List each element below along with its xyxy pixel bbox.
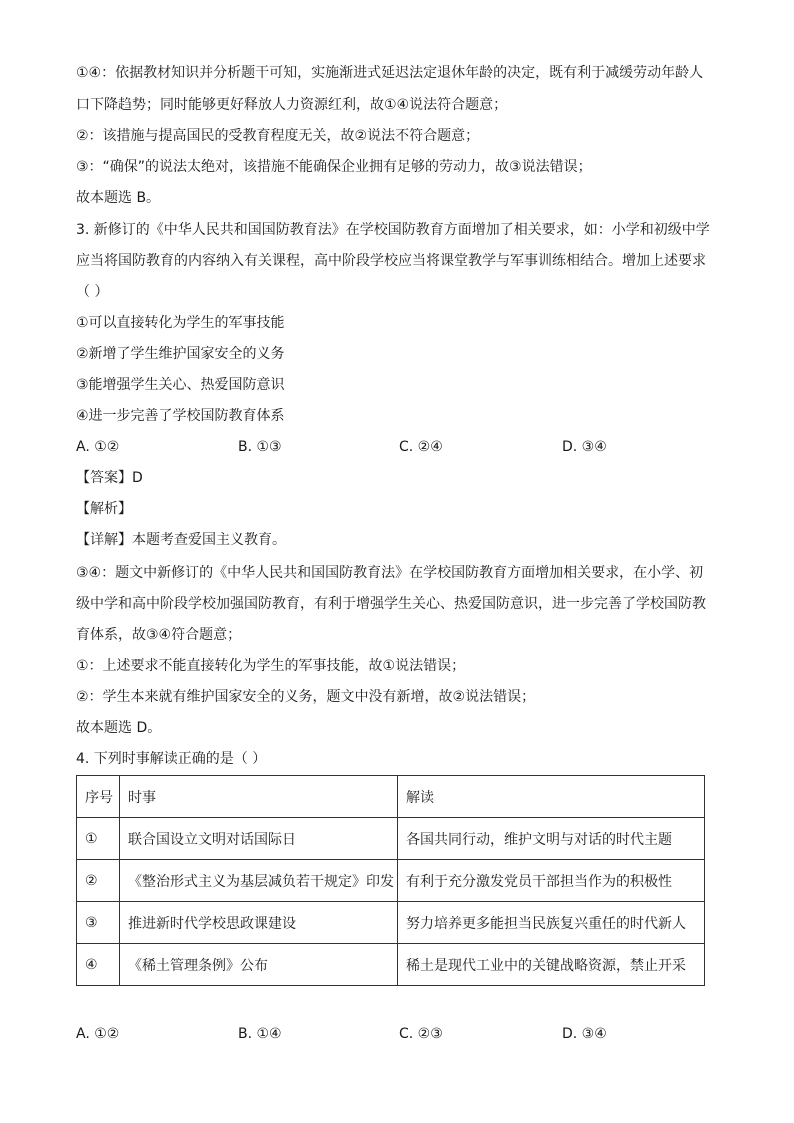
analysis-heading: 【解析】 <box>76 501 132 517</box>
table-row <box>77 818 705 860</box>
table-cell: 《稀土管理条例》公布 <box>120 944 398 986</box>
table-header-cell: 时事 <box>120 776 398 818</box>
table-header-cell: 解读 <box>398 776 705 818</box>
table-row <box>77 902 705 944</box>
table-header-cell: 序号 <box>77 776 120 818</box>
option-b: B. ①④ <box>238 1026 282 1042</box>
conclusion-line: 故本题选 B。 <box>76 190 161 206</box>
analysis-line: 口下降趋势；同时能够更好释放人力资源红利，故①④说法符合题意； <box>76 97 508 113</box>
detail-line: 【详解】本题考查爱国主义教育。 <box>76 532 286 548</box>
option-a: A. ①② <box>76 439 120 455</box>
table-cell: 有利于充分激发党员干部担当作为的积极性 <box>398 860 705 902</box>
table-row <box>77 944 705 986</box>
option-c: C. ②④ <box>399 439 443 455</box>
table-cell: ④ <box>77 944 120 986</box>
explanation-line: 育体系，故③④符合题意； <box>76 627 242 643</box>
analysis-line: ①④：依据教材知识并分析题干可知，实施渐进式延迟法定退休年龄的决定，既有利于减缓劳动年龄人 <box>76 65 704 81</box>
statement-item: ②新增了学生维护国家安全的义务 <box>76 346 285 362</box>
question-stem: 应当将国防教育的内容纳入有关课程，高中阶段学校应当将课堂教学与军事训练相结合。增加上述要求 <box>76 253 706 269</box>
table-cell: ① <box>77 818 120 860</box>
question-stem: 3. 新修订的《中华人民共和国国防教育法》在学校国防教育方面增加了相关要求，如：小学和初级中学 <box>76 222 710 238</box>
conclusion-line: 故本题选 D。 <box>76 720 162 736</box>
table-cell: ③ <box>77 902 120 944</box>
table-row <box>77 860 705 902</box>
table-cell: 努力培养更多能担当民族复兴重任的时代新人 <box>398 902 705 944</box>
option-b: B. ①③ <box>238 439 282 455</box>
explanation-line: ③④：题文中新修订的《中华人民共和国国防教育法》在学校国防教育方面增加相关要求，在小学、初 <box>76 565 704 581</box>
statement-item: ①可以直接转化为学生的军事技能 <box>76 315 285 331</box>
events-table <box>76 775 705 986</box>
analysis-line: ③：“确保”的说法太绝对，该措施不能确保企业拥有足够的劳动力，故③说法错误； <box>76 159 592 175</box>
table-cell: 各国共同行动，维护文明与对话的时代主题 <box>398 818 705 860</box>
table-header-row <box>77 776 705 818</box>
explanation-line: 级中学和高中阶段学校加强国防教育，有利于增强学生关心、热爱国防意识，进一步完善了学校国防教 <box>76 596 706 612</box>
table-cell: ② <box>77 860 120 902</box>
statement-item: ③能增强学生关心、热爱国防意识 <box>76 377 285 393</box>
explanation-line: ①：上述要求不能直接转化为学生的军事技能，故①说法错误； <box>76 658 466 674</box>
question-stem: （ ） <box>76 284 109 300</box>
question-stem: 4. 下列时事解读正确的是（ ） <box>76 751 267 767</box>
option-d: D. ③④ <box>562 1026 607 1042</box>
option-c: C. ②③ <box>399 1026 443 1042</box>
table-cell: 《整治形式主义为基层减负若干规定》印发 <box>120 860 398 902</box>
analysis-line: ②：该措施与提高国民的受教育程度无关，故②说法不符合题意； <box>76 128 480 144</box>
answer-line: 【答案】D <box>76 470 143 486</box>
table-cell: 推进新时代学校思政课建设 <box>120 902 398 944</box>
table-cell: 稀土是现代工业中的关键战略资源，禁止开采 <box>398 944 705 986</box>
table-cell: 联合国设立文明对话国际日 <box>120 818 398 860</box>
explanation-line: ②：学生本来就有维护国家安全的义务，题文中没有新增，故②说法错误； <box>76 689 536 705</box>
statement-item: ④进一步完善了学校国防教育体系 <box>76 408 285 424</box>
option-d: D. ③④ <box>562 439 607 455</box>
option-a: A. ①② <box>76 1026 120 1042</box>
